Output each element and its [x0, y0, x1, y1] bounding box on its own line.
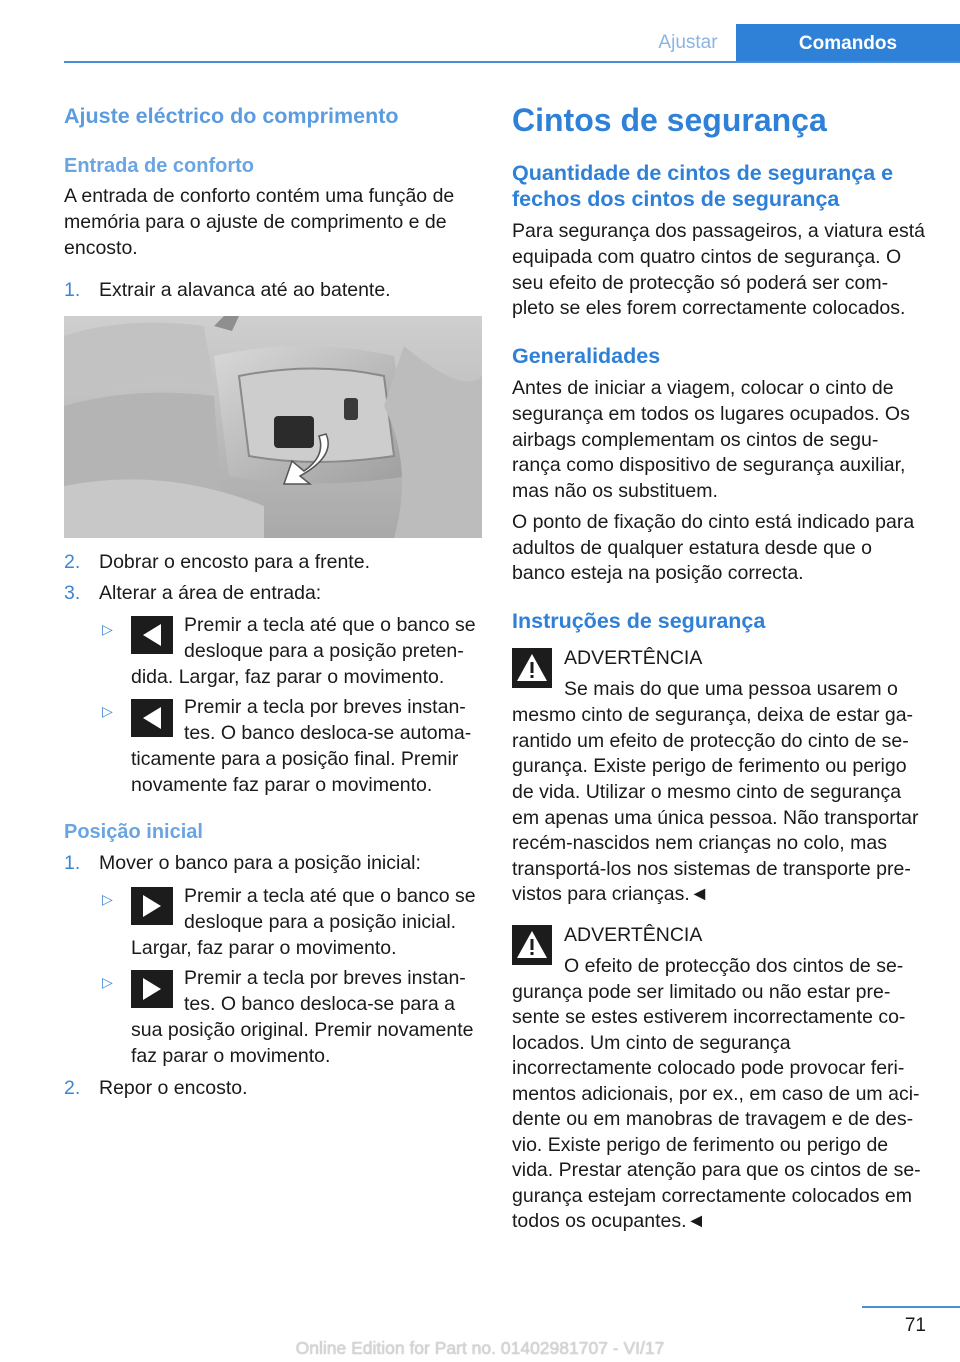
subtitle-quantidade-line-1: Quantidade de cintos de segurança e [512, 161, 894, 185]
step-1-text: Extrair a alavanca até ao batente. [99, 279, 391, 301]
para1-line-2: equipada com quatro cintos de segurança. O [512, 246, 902, 268]
warning-2-line-1: O efeito de protecção dos cintos de se- [564, 955, 904, 977]
bullet-triangle: ▷ [102, 621, 113, 637]
subtitle-posicao-inicial: Posição inicial [64, 821, 203, 843]
subtitle-generalidades: Generalidades [512, 344, 661, 368]
warning-2-line-4: locados. Um cinto de segurança [512, 1032, 791, 1054]
step-2-text: Dobrar o encosto para a frente. [99, 551, 370, 573]
bullet-2-line-3: ticamente para a posição final. Premir [131, 748, 459, 770]
step-number: 2. [64, 1077, 81, 1099]
bullet-triangle: ▷ [102, 703, 113, 719]
warning-2-line-2: gurança pode ser limitado ou não estar pre- [512, 981, 891, 1003]
para3-line-2: adultos de qualquer estatura desde que o [512, 537, 872, 559]
warning-2-line-10: gurança estejam correctamente colocados em [512, 1185, 912, 1207]
step-number: 2. [64, 551, 81, 573]
header-rule [64, 61, 960, 63]
warning-1-line-4: gurança. Existe perigo de ferimento ou perigo [512, 755, 907, 777]
para2-line-5: mas não os substituem. [512, 480, 718, 502]
bullet-1-line-2: desloque para a posição preten- [184, 640, 464, 662]
bullet-triangle: ▷ [102, 974, 113, 990]
bullet-2-line-4: novamente faz parar o movimento. [131, 774, 433, 796]
warning-triangle-icon [512, 648, 552, 688]
warning-1-title: ADVERTÊNCIA [564, 647, 703, 669]
bullet-3-line-1: Premir a tecla até que o banco se [184, 885, 476, 907]
warning-2-line-9: vida. Prestar atenção para que os cintos de se- [512, 1159, 921, 1181]
bullet-3-line-2: desloque para a posição inicial. [184, 911, 457, 933]
subtitle-instrucoes: Instruções de segurança [512, 609, 766, 633]
arrow-left-icon [131, 616, 173, 654]
subtitle-quantidade-line-2: fechos dos cintos de segurança [512, 187, 840, 211]
step-number: 3. [64, 582, 81, 604]
warning-2-line-3: sente se estes estiverem incorrectamente co- [512, 1006, 906, 1028]
warning-1-line-2: mesmo cinto de segurança, deixa de estar ga- [512, 704, 914, 726]
intro-line-1: A entrada de conforto contém uma função de [64, 185, 455, 207]
para1-line-1: Para segurança dos passageiros, a viatura está [512, 220, 925, 242]
warning-1-line-5: de vida. Utilizar o mesmo cinto de segurança [512, 781, 902, 803]
para3-line-3: banco esteja na posição correcta. [512, 562, 804, 584]
page-number: 71 [904, 1315, 926, 1336]
para1-line-3: seu efeito de protecção só poderá ser com- [512, 272, 889, 294]
warning-2-line-8: vio. Existe perigo de ferimento ou perigo de [512, 1134, 889, 1156]
warning-triangle-icon [512, 925, 552, 965]
para2-line-1: Antes de iniciar a viagem, colocar o cinto de [512, 377, 894, 399]
section-title-cintos: Cintos de segurança [512, 102, 827, 138]
tab-ajustar[interactable]: Ajustar [658, 32, 718, 53]
step-number: 1. [64, 279, 81, 301]
bullet-4-line-2: tes. O banco desloca-se para a [184, 993, 455, 1015]
warning-2-line-7: dente ou em manobras de travagem e de des- [512, 1108, 914, 1130]
posicao-step-2-text: Repor o encosto. [99, 1077, 248, 1099]
warning-2-line-11: todos os ocupantes.◄ [512, 1210, 706, 1232]
posicao-step-1-text: Mover o banco para a posição inicial: [99, 852, 421, 874]
warning-2-line-5: incorrectamente colocado pode provocar feri- [512, 1057, 905, 1079]
arrow-right-icon [131, 970, 173, 1008]
bullet-4-line-3: sua posição original. Premir novamente [131, 1019, 474, 1041]
footer-rule [862, 1306, 960, 1308]
step-number: 1. [64, 852, 81, 874]
bullet-2-line-2: tes. O banco desloca-se automa- [184, 722, 472, 744]
section-title-ajuste: Ajuste eléctrico do comprimento [64, 104, 399, 128]
warning-1-line-3: rantido um efeito de protecção do cinto de se- [512, 730, 909, 752]
para1-line-4: pleto se eles forem correctamente colocados. [512, 297, 906, 319]
intro-line-2: memória para o ajuste de comprimento e de [64, 211, 447, 233]
bullet-1-line-3: dida. Largar, faz parar o movimento. [131, 666, 445, 688]
para3-line-1: O ponto de fixação do cinto está indicado para [512, 511, 915, 533]
arrow-right-icon [131, 887, 173, 925]
warning-1-line-9: vistos para crianças.◄ [512, 883, 710, 905]
warning-2-title: ADVERTÊNCIA [564, 924, 703, 946]
edition-footer: Online Edition for Part no. 01402981707 - VI/17 [295, 1338, 665, 1358]
warning-1-line-1: Se mais do que uma pessoa usarem o [564, 678, 898, 700]
bullet-4-line-1: Premir a tecla por breves instan- [184, 967, 466, 989]
bullet-4-line-4: faz parar o movimento. [131, 1045, 331, 1067]
bullet-1-line-1: Premir a tecla até que o banco se [184, 614, 476, 636]
tab-comandos[interactable]: Comandos [736, 24, 960, 63]
bullet-3-line-3: Largar, faz parar o movimento. [131, 937, 397, 959]
intro-line-3: encosto. [64, 237, 138, 259]
arrow-left-icon [131, 699, 173, 737]
warning-2-line-6: mentos adicionais, por ex., em caso de um aci- [512, 1083, 920, 1105]
warning-1-line-6: em apenas uma única pessoa. Não transportar [512, 807, 919, 829]
para2-line-3: airbags complementam os cintos de segu- [512, 429, 879, 451]
seat-lever-photo [64, 316, 482, 538]
bullet-triangle: ▷ [102, 891, 113, 907]
para2-line-4: rança como dispositivo de segurança auxiliar, [512, 454, 906, 476]
para2-line-2: segurança em todos os lugares ocupados. Os [512, 403, 910, 425]
step-3-text: Alterar a área de entrada: [99, 582, 322, 604]
warning-1-line-7: recém-nascidos nem crianças no colo, mas [512, 832, 887, 854]
subtitle-entrada-conforto: Entrada de conforto [64, 155, 255, 177]
bullet-2-line-1: Premir a tecla por breves instan- [184, 696, 466, 718]
warning-1-line-8: transportá-los nos sistemas de transporte pre- [512, 858, 911, 880]
